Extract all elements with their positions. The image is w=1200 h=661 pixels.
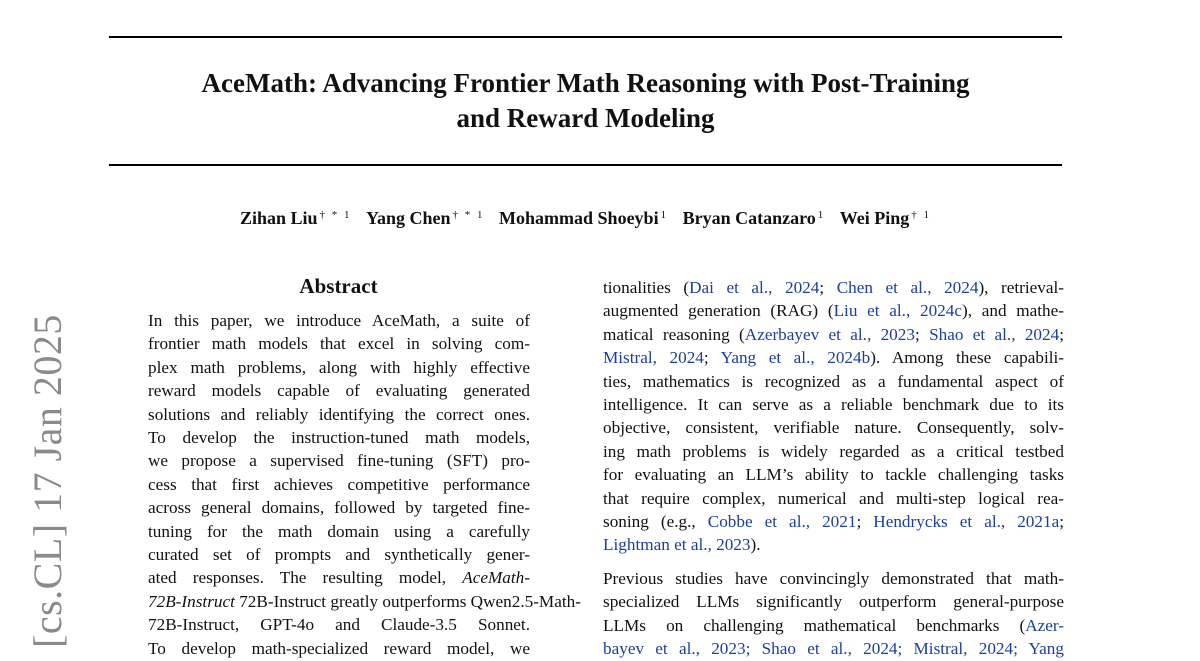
body-line xyxy=(603,510,1064,533)
body-line: intelligence. It can serve as a reliable benchmark due to its xyxy=(603,395,1064,415)
author xyxy=(366,208,485,228)
body-line xyxy=(603,614,1064,637)
author-affiliation: † * 1 xyxy=(452,209,485,221)
abstract-line: 72B-Instruct, GPT-4o and Claude-3.5 Sonnet. xyxy=(148,615,530,635)
abstract-text: ated responses. The resulting model, xyxy=(148,568,463,588)
body-line: that require complex, numerical and multi-step logical rea- xyxy=(603,488,1064,508)
abstract-line: To develop the instruction-tuned math models, xyxy=(148,428,530,448)
citation-link[interactable]: Shao et al., 2024 xyxy=(929,324,1060,344)
author-affiliation: 1 xyxy=(660,209,669,221)
abstract-line xyxy=(148,590,581,613)
model-name-italic: 72B-Instruct xyxy=(148,591,235,611)
author-affiliation: 1 xyxy=(817,209,826,221)
body-text: ). xyxy=(750,535,761,555)
author-name: Yang Chen xyxy=(366,208,451,228)
body-text: LLMs on challenging mathematical benchmarks ( xyxy=(603,615,1026,635)
body-line: for evaluating an LLM’s ability to tackle challenging tasks xyxy=(603,465,1064,485)
body-line xyxy=(603,346,1064,369)
body-line xyxy=(603,533,1064,556)
author-name: Bryan Catanzaro xyxy=(682,208,816,228)
body-text: ; xyxy=(914,324,930,344)
citation-link[interactable]: Chen et al., 2024 xyxy=(836,278,979,297)
abstract-line: cess that first achieves competitive performance xyxy=(148,474,530,494)
abstract-line: we propose a supervised fine-tuning (SFT) pro- xyxy=(148,451,530,471)
citation-link[interactable]: Azer- xyxy=(1025,615,1064,635)
author-list xyxy=(109,208,1062,229)
citation-link[interactable]: Lightman et al., 2023 xyxy=(603,535,751,555)
abstract-line: across general domains, followed by targeted fine- xyxy=(148,498,530,518)
body-text: ). Among these capabili- xyxy=(870,348,1065,368)
body-text: ; xyxy=(1059,512,1064,532)
abstract-line: tuning for the math domain using a carefully xyxy=(148,521,530,541)
body-text: ; xyxy=(703,348,721,368)
title-line-2: and Reward Modeling xyxy=(456,103,715,133)
abstract-line: plex math problems, along with highly effective xyxy=(148,357,530,377)
abstract-line: In this paper, we introduce AceMath, a suite of xyxy=(148,311,530,330)
body-line: Previous studies have convincingly demonstrated that math- xyxy=(603,568,1064,588)
body-line: ing math problems is widely regarded as a critical testbed xyxy=(603,441,1064,461)
citation-link[interactable]: Yang et al., 2024b xyxy=(720,348,871,368)
body-line[interactable]: bayev et al., 2023; Shao et al., 2024; Mistral, 2024; Yang xyxy=(603,639,1064,659)
arxiv-stamp: [cs.CL] 17 Jan 2025 xyxy=(25,314,70,648)
citation-link[interactable]: Hendrycks et al., 2021a xyxy=(873,512,1060,532)
abstract-line: solutions and reliably identifying the correct ones. xyxy=(148,404,530,424)
title-line-1: AceMath: Advancing Frontier Math Reasoning with Post-Training xyxy=(201,68,970,98)
author xyxy=(683,208,826,228)
author-name: Wei Ping xyxy=(839,208,910,228)
author xyxy=(240,208,352,228)
author-affiliation: † 1 xyxy=(911,209,932,221)
abstract-line: frontier math models that excel in solving com- xyxy=(148,334,530,354)
body-line: objective, consistent, verifiable nature. Consequently, solv- xyxy=(603,418,1064,438)
intro-body xyxy=(603,276,1064,661)
body-text: tionalities ( xyxy=(603,278,690,297)
top-rule xyxy=(109,36,1062,38)
abstract-line xyxy=(148,566,530,589)
citation-link[interactable]: Azerbayev et al., 2023 xyxy=(744,324,915,344)
body-line xyxy=(603,299,1064,322)
body-text: ), retrieval- xyxy=(978,278,1065,297)
body-text: ), and mathe- xyxy=(962,301,1064,321)
abstract-body xyxy=(148,309,581,660)
body-text: ; xyxy=(819,278,837,297)
bottom-rule xyxy=(109,164,1062,166)
paragraph-2 xyxy=(603,567,1064,661)
abstract-text: 72B-Instruct greatly outperforms Qwen2.5-Math- xyxy=(239,591,581,611)
author-name: Mohammad Shoeybi xyxy=(499,208,659,228)
body-text: ; xyxy=(856,512,874,532)
body-text: ; xyxy=(1059,324,1064,344)
citation-link[interactable]: Dai et al., 2024 xyxy=(689,278,820,297)
body-text: matical reasoning ( xyxy=(603,324,745,344)
abstract-heading: Abstract xyxy=(299,274,378,298)
author xyxy=(499,208,668,228)
body-text: augmented generation (RAG) ( xyxy=(603,301,834,321)
paper-title xyxy=(109,66,1062,136)
body-line: specialized LLMs significantly outperform general-purpose xyxy=(603,592,1064,612)
body-line xyxy=(603,276,1064,299)
model-name-italic: AceMath- xyxy=(462,568,530,588)
citation-link[interactable]: Liu et al., 2024c xyxy=(833,301,962,321)
author-affiliation: † * 1 xyxy=(319,209,352,221)
body-line: ties, mathematics is recognized as a fundamental aspect of xyxy=(603,371,1064,391)
abstract-line: reward models capable of evaluating generated xyxy=(148,381,530,401)
abstract-line: To develop math-specialized reward model, we xyxy=(148,638,530,658)
citation-link[interactable]: Mistral, 2024 xyxy=(603,348,704,368)
body-line xyxy=(603,323,1064,346)
citation-link[interactable]: Cobbe et al., 2021 xyxy=(707,512,857,532)
abstract-line: curated set of prompts and synthetically gener- xyxy=(148,545,530,565)
author xyxy=(840,208,931,228)
body-text: soning (e.g., xyxy=(603,512,708,532)
author-name: Zihan Liu xyxy=(239,208,318,228)
